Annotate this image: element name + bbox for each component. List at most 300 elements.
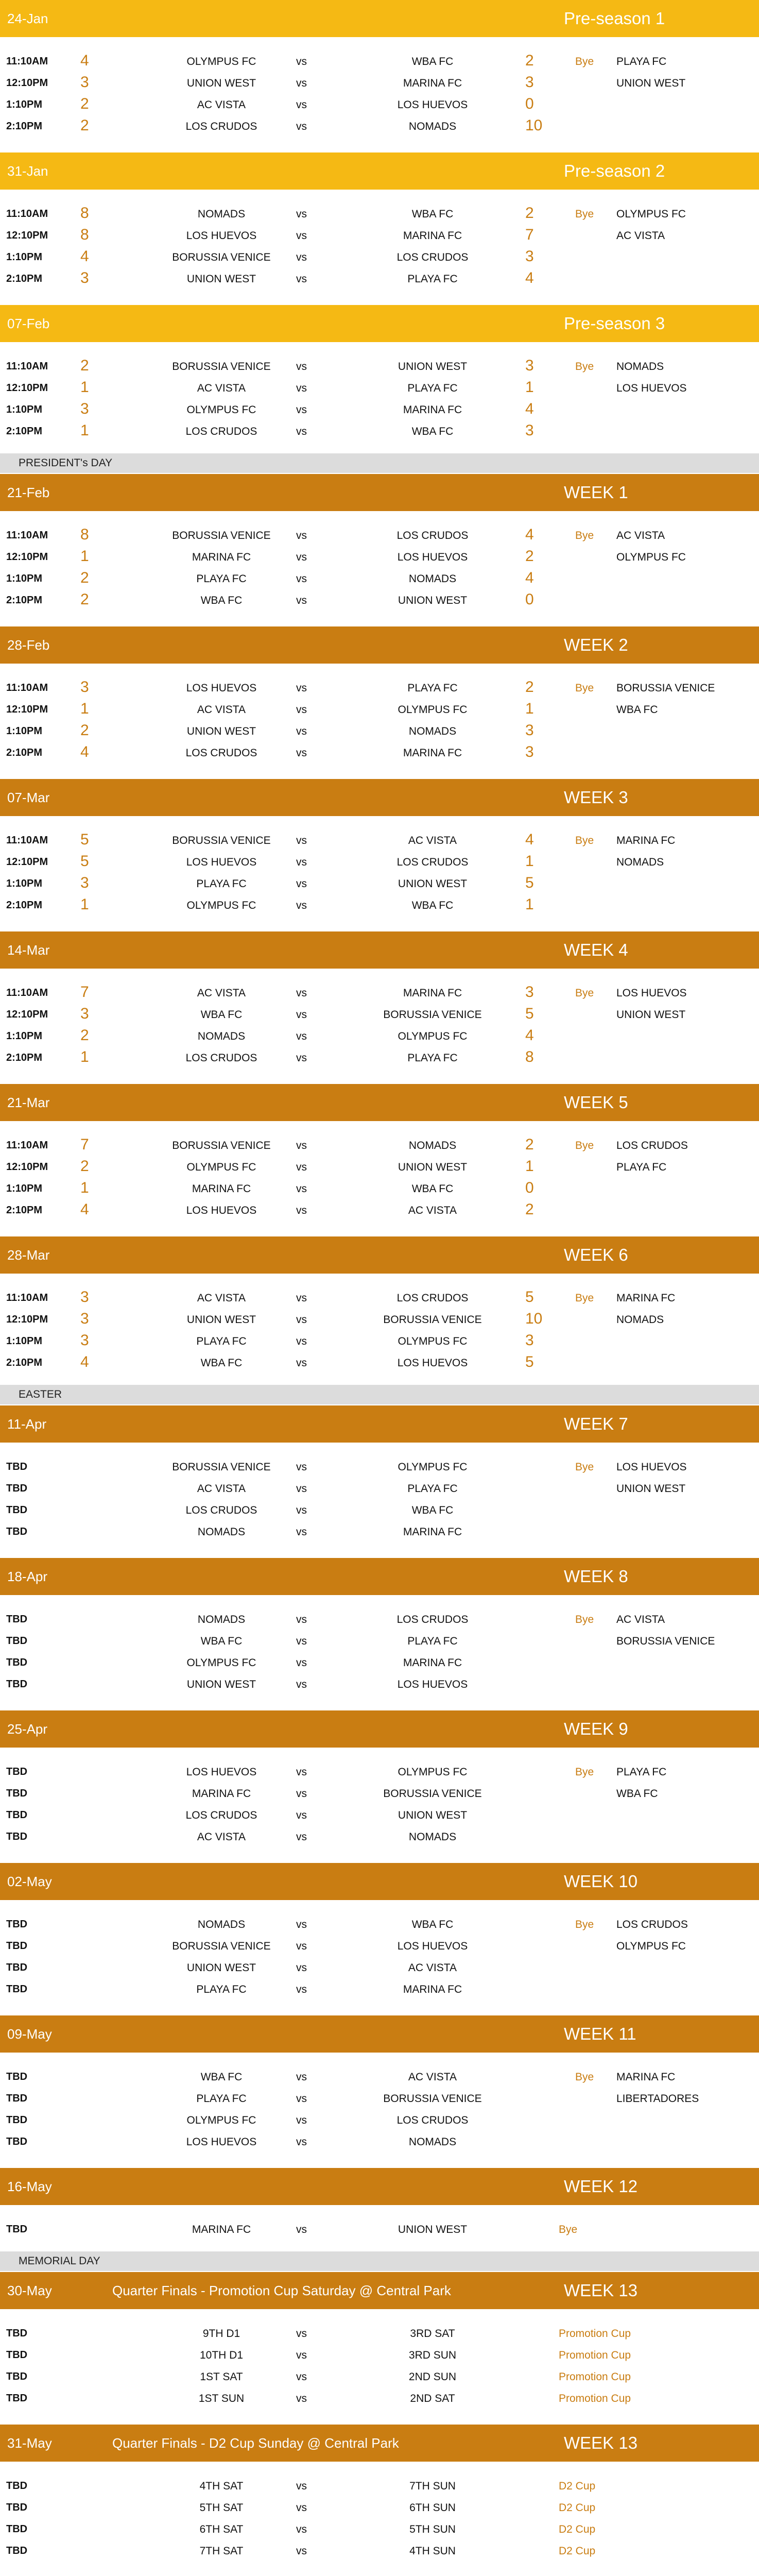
week-title: WEEK 3 — [564, 788, 628, 807]
home-score: 1 — [80, 896, 89, 913]
home-team: LOS HUEVOS — [186, 2136, 257, 2148]
away-score: 1 — [525, 896, 534, 913]
bye-team: WBA FC — [616, 704, 658, 716]
home-team: UNION WEST — [186, 1679, 256, 1690]
match-time: TBD — [6, 2523, 28, 2535]
vs-label: vs — [296, 530, 307, 541]
match-row — [0, 1048, 759, 1070]
match-row — [0, 1331, 759, 1353]
away-score: 0 — [525, 591, 534, 608]
away-team: UNION WEST — [398, 878, 468, 890]
home-score: 5 — [80, 831, 89, 848]
home-team: UNION WEST — [186, 273, 256, 285]
bye-label: Bye — [575, 2071, 594, 2083]
week-date: 24-Jan — [7, 10, 48, 26]
bye-team: LOS HUEVOS — [616, 382, 687, 394]
week-block — [0, 152, 759, 291]
match-row — [0, 247, 759, 269]
vs-label: vs — [296, 2136, 307, 2148]
away-score: 3 — [525, 422, 534, 439]
match-time: TBD — [6, 1962, 28, 1973]
bye-team: LOS HUEVOS — [616, 1461, 687, 1473]
home-team: AC VISTA — [197, 1831, 246, 1843]
holiday-label: EASTER — [0, 1385, 759, 1404]
bye-team: AC VISTA — [616, 530, 665, 541]
vs-label: vs — [296, 856, 307, 868]
home-score: 2 — [80, 591, 89, 608]
away-score: 3 — [525, 1332, 534, 1349]
vs-label: vs — [296, 1657, 307, 1669]
vs-label: vs — [296, 1483, 307, 1495]
match-time: 1:10PM — [6, 1335, 43, 1347]
vs-label: vs — [296, 1984, 307, 1995]
vs-label: vs — [296, 208, 307, 220]
home-score: 4 — [80, 248, 89, 265]
home-score: 2 — [80, 722, 89, 739]
home-team: UNION WEST — [186, 725, 256, 737]
match-row — [0, 1200, 759, 1222]
match-time: TBD — [6, 1461, 28, 1472]
vs-label: vs — [296, 1009, 307, 1021]
vs-label: vs — [296, 1335, 307, 1347]
match-row — [0, 590, 759, 612]
vs-label: vs — [296, 1809, 307, 1821]
vs-label: vs — [296, 121, 307, 132]
match-time: TBD — [6, 1766, 28, 1777]
away-score: 3 — [525, 984, 534, 1001]
bye-team: NOMADS — [616, 361, 664, 372]
match-row — [0, 1784, 759, 1805]
match-row — [0, 526, 759, 547]
home-score: 4 — [80, 743, 89, 760]
match-row — [0, 1914, 759, 1936]
match-time: 1:10PM — [6, 573, 43, 584]
vs-label: vs — [296, 1461, 307, 1473]
away-team: LOS CRUDOS — [396, 856, 469, 868]
home-score: 1 — [80, 700, 89, 717]
week-block — [0, 779, 759, 917]
match-row — [0, 1179, 759, 1200]
home-team: WBA FC — [200, 2071, 243, 2083]
bye-team: UNION WEST — [616, 1483, 686, 1495]
match-time: TBD — [6, 2328, 28, 2339]
away-score: 3 — [525, 248, 534, 265]
vs-label: vs — [296, 404, 307, 416]
home-score: 2 — [80, 1027, 89, 1044]
match-row — [0, 1522, 759, 1544]
home-team: UNION WEST — [186, 1314, 256, 1326]
match-list — [0, 1596, 759, 1696]
match-row — [0, 2498, 759, 2519]
home-score: 1 — [80, 1048, 89, 1065]
home-team: LOS HUEVOS — [186, 230, 257, 242]
match-time: 2:10PM — [6, 1205, 43, 1216]
home-team: UNION WEST — [186, 77, 256, 89]
week-header — [0, 1863, 759, 1901]
match-list — [0, 2206, 759, 2241]
home-team: WBA FC — [200, 1009, 243, 1021]
match-time: TBD — [6, 1483, 28, 1494]
week-date: 21-Mar — [7, 1094, 50, 1110]
week-header — [0, 779, 759, 817]
bye-label: Bye — [575, 1292, 594, 1304]
week-subtitle: Quarter Finals - Promotion Cup Saturday @ Central Park — [112, 2282, 451, 2298]
match-list — [0, 2054, 759, 2154]
vs-label: vs — [296, 2093, 307, 2105]
home-team: BORUSSIA VENICE — [172, 1140, 271, 1151]
vs-label: vs — [296, 1052, 307, 1064]
vs-label: vs — [296, 900, 307, 911]
match-row — [0, 400, 759, 421]
home-score: 3 — [80, 1005, 89, 1022]
away-team: WBA FC — [411, 426, 454, 437]
away-team: WBA FC — [411, 1919, 454, 1930]
away-score: 10 — [525, 117, 543, 134]
away-score: 5 — [525, 1005, 534, 1022]
away-team: AC VISTA — [408, 1205, 457, 1216]
away-team: NOMADS — [408, 573, 457, 585]
match-time: TBD — [6, 2071, 28, 2082]
away-score: 1 — [525, 379, 534, 396]
away-score: 2 — [525, 679, 534, 696]
vs-label: vs — [296, 2545, 307, 2557]
away-team: 2ND SUN — [408, 2371, 457, 2383]
vs-label: vs — [296, 725, 307, 737]
match-row — [0, 1609, 759, 1631]
match-time: 1:10PM — [6, 1030, 43, 1042]
match-time: 1:10PM — [6, 878, 43, 889]
week-header — [0, 474, 759, 512]
vs-label: vs — [296, 2523, 307, 2535]
match-time: TBD — [6, 1504, 28, 1516]
vs-label: vs — [296, 1140, 307, 1151]
vs-label: vs — [296, 595, 307, 606]
week-date: 11-Apr — [7, 1416, 47, 1432]
away-score: 5 — [525, 1289, 534, 1306]
home-team: LOS CRUDOS — [185, 426, 257, 437]
week-block — [0, 2015, 759, 2154]
home-team: BORUSSIA VENICE — [172, 835, 271, 846]
away-team: LOS HUEVOS — [397, 1679, 468, 1690]
match-row — [0, 983, 759, 1005]
match-row — [0, 378, 759, 400]
match-time: 1:10PM — [6, 99, 43, 110]
home-team: MARINA FC — [192, 2224, 251, 2235]
away-score: 4 — [525, 1027, 534, 1044]
away-team: UNION WEST — [398, 1161, 468, 1173]
bye-team: MARINA FC — [616, 1292, 676, 1304]
week-block — [0, 1710, 759, 1849]
home-team: WBA FC — [200, 595, 243, 606]
home-team: LOS HUEVOS — [186, 856, 257, 868]
home-team: 10TH D1 — [199, 2349, 244, 2361]
match-row — [0, 2476, 759, 2498]
bye-team: OLYMPUS FC — [616, 1940, 686, 1952]
week-title: WEEK 12 — [564, 2177, 638, 2196]
home-team: PLAYA FC — [196, 1984, 247, 1995]
away-team: UNION WEST — [398, 1809, 468, 1821]
week-title: WEEK 2 — [564, 635, 628, 654]
away-team: NOMADS — [408, 1140, 457, 1151]
home-score: 1 — [80, 1179, 89, 1196]
match-time: 12:10PM — [6, 704, 48, 715]
away-team: WBA FC — [411, 208, 454, 220]
match-time: 12:10PM — [6, 551, 48, 563]
vs-label: vs — [296, 1161, 307, 1173]
match-time: TBD — [6, 1614, 28, 1625]
match-time: 12:10PM — [6, 230, 48, 241]
away-team: PLAYA FC — [407, 1052, 458, 1064]
vs-label: vs — [296, 1679, 307, 1690]
away-score: 4 — [525, 569, 534, 586]
away-team: UNION WEST — [398, 361, 468, 372]
match-time: 11:10AM — [6, 682, 48, 693]
home-score: 5 — [80, 853, 89, 870]
week-header — [0, 931, 759, 970]
vs-label: vs — [296, 2224, 307, 2235]
bye-team: PLAYA FC — [616, 1161, 667, 1173]
vs-label: vs — [296, 1614, 307, 1625]
home-team: AC VISTA — [197, 99, 246, 111]
match-time: TBD — [6, 2393, 28, 2404]
week-block — [0, 2168, 759, 2241]
away-team: NOMADS — [408, 121, 457, 132]
match-row — [0, 116, 759, 138]
away-team: WBA FC — [411, 1183, 454, 1195]
away-team: OLYMPUS FC — [398, 1030, 468, 1042]
vs-label: vs — [296, 1788, 307, 1800]
home-team: NOMADS — [197, 1526, 246, 1538]
home-team: 9TH D1 — [202, 2328, 240, 2340]
match-note: Promotion Cup — [559, 2328, 631, 2340]
match-note: D2 Cup — [559, 2502, 596, 2514]
home-score: 7 — [80, 984, 89, 1001]
bye-label: Bye — [575, 361, 594, 372]
match-row — [0, 2388, 759, 2410]
home-score: 3 — [80, 679, 89, 696]
match-time: 11:10AM — [6, 361, 48, 372]
week-block — [0, 1084, 759, 1222]
away-team: LOS HUEVOS — [397, 1940, 468, 1952]
vs-label: vs — [296, 1030, 307, 1042]
week-date: 07-Feb — [7, 315, 50, 331]
match-time: 12:10PM — [6, 1314, 48, 1325]
home-score: 1 — [80, 548, 89, 565]
home-score: 2 — [80, 117, 89, 134]
away-team: PLAYA FC — [407, 273, 458, 285]
match-note: D2 Cup — [559, 2545, 596, 2557]
match-row — [0, 743, 759, 765]
home-team: MARINA FC — [192, 1788, 251, 1800]
away-team: MARINA FC — [403, 987, 462, 999]
match-time: TBD — [6, 1809, 28, 1821]
away-score: 3 — [525, 743, 534, 760]
match-list — [0, 512, 759, 612]
week-block — [0, 2272, 759, 2410]
home-score: 2 — [80, 1158, 89, 1175]
week-header — [0, 626, 759, 665]
match-row — [0, 226, 759, 247]
match-note: Promotion Cup — [559, 2393, 631, 2404]
home-score: 3 — [80, 269, 89, 286]
week-header — [0, 0, 759, 38]
match-row — [0, 895, 759, 917]
match-row — [0, 1936, 759, 1958]
vs-label: vs — [296, 704, 307, 716]
match-time: TBD — [6, 1831, 28, 1842]
week-title: WEEK 4 — [564, 940, 628, 959]
bye-team: UNION WEST — [616, 77, 686, 89]
away-team: PLAYA FC — [407, 1635, 458, 1647]
match-time: 2:10PM — [6, 595, 43, 606]
home-team: LOS HUEVOS — [186, 1766, 257, 1778]
vs-label: vs — [296, 2114, 307, 2126]
week-block — [0, 474, 759, 612]
week-header — [0, 152, 759, 191]
match-note: Promotion Cup — [559, 2349, 631, 2361]
vs-label: vs — [296, 2371, 307, 2383]
week-date: 28-Feb — [7, 637, 50, 653]
match-row — [0, 1136, 759, 1157]
home-score: 3 — [80, 874, 89, 891]
week-block — [0, 626, 759, 765]
match-note: Promotion Cup — [559, 2371, 631, 2383]
away-score: 2 — [525, 205, 534, 222]
vs-label: vs — [296, 2393, 307, 2404]
match-note: D2 Cup — [559, 2480, 596, 2492]
home-team: UNION WEST — [186, 1962, 256, 1974]
vs-label: vs — [296, 1635, 307, 1647]
vs-label: vs — [296, 251, 307, 263]
away-score: 7 — [525, 226, 534, 243]
away-team: 5TH SUN — [409, 2523, 456, 2535]
match-time: TBD — [6, 2114, 28, 2126]
home-team: BORUSSIA VENICE — [172, 1461, 271, 1473]
match-row — [0, 1979, 759, 2001]
home-score: 1 — [80, 379, 89, 396]
away-score: 4 — [525, 400, 534, 417]
week-block — [0, 1558, 759, 1696]
match-row — [0, 1005, 759, 1026]
away-team: LOS HUEVOS — [397, 99, 468, 111]
away-team: BORUSSIA VENICE — [383, 1009, 482, 1021]
match-row — [0, 2541, 759, 2563]
home-team: LOS HUEVOS — [186, 682, 257, 694]
away-team: LOS CRUDOS — [396, 251, 469, 263]
match-time: 11:10AM — [6, 1140, 48, 1151]
match-time: TBD — [6, 2502, 28, 2513]
match-row — [0, 1288, 759, 1310]
week-title: Pre-season 3 — [564, 314, 665, 333]
away-team: 7TH SUN — [409, 2480, 456, 2492]
match-list — [0, 2463, 759, 2563]
week-date: 18-Apr — [7, 1568, 48, 1584]
away-score: 5 — [525, 874, 534, 891]
away-team: PLAYA FC — [407, 1483, 458, 1495]
home-score: 8 — [80, 205, 89, 222]
home-team: WBA FC — [200, 1635, 243, 1647]
match-list — [0, 38, 759, 138]
home-team: 1ST SUN — [198, 2393, 245, 2404]
home-team: NOMADS — [197, 1919, 246, 1930]
home-team: BORUSSIA VENICE — [172, 1940, 271, 1952]
vs-label: vs — [296, 987, 307, 999]
home-team: OLYMPUS FC — [186, 1161, 256, 1173]
vs-label: vs — [296, 56, 307, 67]
match-time: TBD — [6, 1679, 28, 1690]
match-row — [0, 52, 759, 73]
away-score: 1 — [525, 853, 534, 870]
week-date: 25-Apr — [7, 1721, 48, 1737]
away-score: 2 — [525, 1201, 534, 1218]
week-header — [0, 1236, 759, 1275]
home-team: OLYMPUS FC — [186, 2114, 256, 2126]
vs-label: vs — [296, 273, 307, 285]
match-list — [0, 665, 759, 765]
away-team: LOS CRUDOS — [396, 1614, 469, 1625]
home-team: LOS CRUDOS — [185, 747, 257, 759]
home-score: 4 — [80, 1353, 89, 1370]
match-time: 11:10AM — [6, 1292, 48, 1303]
bye-label: Bye — [575, 208, 594, 220]
week-block — [0, 931, 759, 1070]
match-time: 1:10PM — [6, 404, 43, 415]
match-row — [0, 1827, 759, 1849]
match-row — [0, 831, 759, 852]
match-time: TBD — [6, 2480, 28, 2492]
home-team: LOS CRUDOS — [185, 1809, 257, 1821]
home-score: 4 — [80, 52, 89, 69]
match-row — [0, 1457, 759, 1479]
week-date: 21-Feb — [7, 484, 50, 500]
home-team: 6TH SAT — [199, 2523, 244, 2535]
match-row — [0, 1479, 759, 1500]
home-team: AC VISTA — [197, 1483, 246, 1495]
home-score: 7 — [80, 1136, 89, 1153]
match-time: TBD — [6, 2349, 28, 2361]
vs-label: vs — [296, 878, 307, 890]
match-row — [0, 95, 759, 116]
vs-label: vs — [296, 573, 307, 585]
vs-label: vs — [296, 2349, 307, 2361]
away-score: 2 — [525, 548, 534, 565]
match-row — [0, 1762, 759, 1784]
vs-label: vs — [296, 230, 307, 242]
match-note: D2 Cup — [559, 2523, 596, 2535]
away-team: MARINA FC — [403, 1526, 462, 1538]
match-list — [0, 1749, 759, 1849]
match-row — [0, 1631, 759, 1653]
away-score: 2 — [525, 1136, 534, 1153]
away-score: 0 — [525, 95, 534, 112]
holiday-label: PRESIDENT's DAY — [0, 453, 759, 473]
match-row — [0, 678, 759, 700]
week-block — [0, 2425, 759, 2563]
match-time: 2:10PM — [6, 121, 43, 132]
match-time: 12:10PM — [6, 77, 48, 89]
match-row — [0, 2089, 759, 2110]
home-score: 2 — [80, 357, 89, 374]
bye-team: MARINA FC — [616, 835, 676, 846]
match-time: 1:10PM — [6, 1183, 43, 1194]
week-header — [0, 1558, 759, 1596]
home-score: 8 — [80, 226, 89, 243]
match-list — [0, 1122, 759, 1222]
home-score: 3 — [80, 400, 89, 417]
match-list — [0, 1444, 759, 1544]
match-time: TBD — [6, 1657, 28, 1668]
home-team: NOMADS — [197, 1030, 246, 1042]
